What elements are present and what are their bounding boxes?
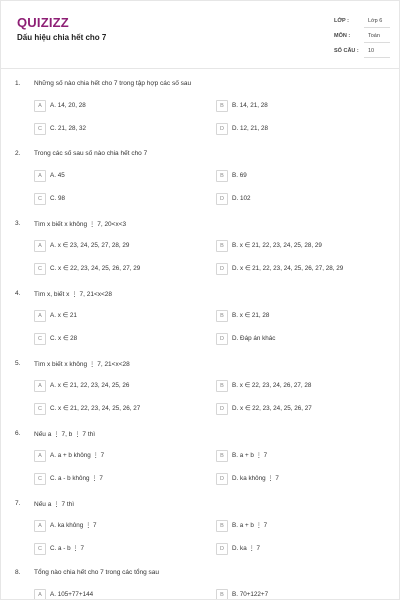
option-letter-badge: D — [216, 193, 228, 205]
option-c[interactable] — [34, 193, 214, 205]
option-b[interactable] — [216, 520, 396, 532]
option-text: B. x ∈ 21, 22, 23, 24, 25, 28, 29 — [232, 242, 322, 249]
question-number: 1. — [15, 80, 21, 87]
option-text: C. 98 — [50, 195, 66, 202]
option-text: D. x ∈ 22, 23, 24, 25, 26, 27 — [232, 405, 312, 412]
question-text: Tìm x, biết x ⋮ 7, 21<x<28 — [34, 291, 113, 298]
question-text: Những số nào chia hết cho 7 trong tập hợp các số sau — [34, 80, 192, 87]
option-text: A. ka không ⋮ 7 — [50, 522, 97, 529]
option-b[interactable] — [216, 310, 396, 322]
worksheet-title: Dấu hiệu chia hết cho 7 — [17, 33, 107, 42]
option-d[interactable] — [216, 403, 396, 415]
option-text: A. 45 — [50, 172, 65, 179]
question-text: Tổng nào chia hết cho 7 trong các tổng sau — [34, 569, 160, 576]
option-letter-badge: A — [34, 380, 46, 392]
option-d[interactable] — [216, 473, 396, 485]
question-text: Trong các số sau số nào chia hết cho 7 — [34, 150, 148, 157]
option-c[interactable] — [34, 473, 214, 485]
worksheet-header — [1, 1, 400, 69]
option-text: B. a + b ⋮ 7 — [232, 522, 268, 529]
question-text: Tìm x biết x không ⋮ 7, 21<x<28 — [34, 361, 130, 368]
option-text: C. 21, 28, 32 — [50, 125, 87, 132]
option-text: A. 105+77+144 — [50, 591, 94, 598]
option-b[interactable] — [216, 100, 396, 112]
question-text: Nếu a ⋮ 7 thì — [34, 501, 75, 508]
question-number: 8. — [15, 569, 21, 576]
option-letter-badge: B — [216, 520, 228, 532]
question-number: 5. — [15, 360, 21, 367]
meta-subject — [334, 30, 390, 44]
option-text: C. a - b không ⋮ 7 — [50, 475, 103, 482]
option-letter-badge: C — [34, 333, 46, 345]
option-b[interactable] — [216, 589, 396, 600]
option-text: C. x ∈ 28 — [50, 335, 78, 342]
option-d[interactable] — [216, 333, 396, 345]
option-letter-badge: B — [216, 100, 228, 112]
meta-value: Lớp 6 — [368, 18, 383, 24]
option-text: D. Đáp án khác — [232, 335, 276, 342]
option-letter-badge: B — [216, 240, 228, 252]
meta-question-count — [334, 45, 390, 59]
option-text: D. ka không ⋮ 7 — [232, 475, 279, 482]
option-letter-badge: A — [34, 170, 46, 182]
option-text: D. x ∈ 21, 22, 23, 24, 25, 26, 27, 28, 29 — [232, 265, 344, 272]
option-letter-badge: C — [34, 263, 46, 275]
question-number: 3. — [15, 220, 21, 227]
option-text: B. 14, 21, 28 — [232, 102, 268, 109]
question-number: 7. — [15, 500, 21, 507]
option-letter-badge: D — [216, 403, 228, 415]
option-text: A. a + b không ⋮ 7 — [50, 452, 105, 459]
option-letter-badge: D — [216, 263, 228, 275]
question-text: Nếu a ⋮ 7, b ⋮ 7 thì — [34, 431, 96, 438]
option-a[interactable] — [34, 450, 214, 462]
option-text: B. 70+122+7 — [232, 591, 269, 598]
option-letter-badge: C — [34, 543, 46, 555]
option-text: C. x ∈ 21, 22, 23, 24, 25, 26, 27 — [50, 405, 141, 412]
option-letter-badge: A — [34, 520, 46, 532]
option-text: B. a + b ⋮ 7 — [232, 452, 268, 459]
meta-value: Toán — [368, 33, 380, 39]
option-letter-badge: D — [216, 473, 228, 485]
option-text: B. x ∈ 21, 28 — [232, 312, 270, 319]
option-c[interactable] — [34, 123, 214, 135]
meta-underline — [364, 57, 390, 58]
option-letter-badge: D — [216, 123, 228, 135]
option-b[interactable] — [216, 240, 396, 252]
option-letter-badge: C — [34, 123, 46, 135]
option-c[interactable] — [34, 543, 214, 555]
meta-label: LỚP : — [334, 18, 349, 24]
option-b[interactable] — [216, 450, 396, 462]
option-text: B. 69 — [232, 172, 247, 179]
option-letter-badge: A — [34, 589, 46, 600]
option-a[interactable] — [34, 589, 214, 600]
meta-underline — [364, 27, 390, 28]
option-letter-badge: D — [216, 333, 228, 345]
option-d[interactable] — [216, 123, 396, 135]
option-text: B. x ∈ 22, 23, 24, 26, 27, 28 — [232, 382, 312, 389]
quizizz-logo: QUIZIZZ — [17, 15, 69, 30]
option-letter-badge: B — [216, 380, 228, 392]
option-c[interactable] — [34, 403, 214, 415]
option-text: C. x ∈ 22, 23, 24, 25, 26, 27, 29 — [50, 265, 141, 272]
question-text: Tìm x biết x không ⋮ 7, 20<x<3 — [34, 221, 127, 228]
option-text: D. 102 — [232, 195, 251, 202]
question-number: 4. — [15, 290, 21, 297]
option-b[interactable] — [216, 170, 396, 182]
meta-value: 10 — [368, 48, 375, 54]
option-a[interactable] — [34, 380, 214, 392]
option-a[interactable] — [34, 240, 214, 252]
option-text: D. 12, 21, 28 — [232, 125, 269, 132]
option-letter-badge: C — [34, 193, 46, 205]
option-b[interactable] — [216, 380, 396, 392]
option-a[interactable] — [34, 170, 214, 182]
option-letter-badge: A — [34, 240, 46, 252]
meta-label: SỐ CÂU : — [334, 48, 359, 54]
option-text: D. ka ⋮ 7 — [232, 545, 260, 552]
option-letter-badge: B — [216, 310, 228, 322]
option-text: A. 14, 20, 28 — [50, 102, 86, 109]
option-a[interactable] — [34, 520, 214, 532]
meta-class — [334, 15, 390, 29]
option-letter-badge: C — [34, 403, 46, 415]
option-letter-badge: C — [34, 473, 46, 485]
option-c[interactable] — [34, 263, 214, 275]
option-a[interactable] — [34, 100, 214, 112]
option-text: A. x ∈ 21 — [50, 312, 77, 319]
option-text: A. x ∈ 21, 22, 23, 24, 25, 26 — [50, 382, 130, 389]
option-letter-badge: D — [216, 543, 228, 555]
question-number: 2. — [15, 150, 21, 157]
option-a[interactable] — [34, 310, 214, 322]
option-d[interactable] — [216, 193, 396, 205]
option-text: A. x ∈ 23, 24, 25, 27, 28, 29 — [50, 242, 130, 249]
option-c[interactable] — [34, 333, 214, 345]
option-d[interactable] — [216, 543, 396, 555]
option-letter-badge: B — [216, 170, 228, 182]
option-letter-badge: A — [34, 100, 46, 112]
meta-underline — [364, 42, 390, 43]
option-text: C. a - b ⋮ 7 — [50, 545, 84, 552]
option-d[interactable] — [216, 263, 396, 275]
question-number: 6. — [15, 430, 21, 437]
meta-label: MÔN : — [334, 33, 351, 39]
option-letter-badge: B — [216, 589, 228, 600]
option-letter-badge: A — [34, 310, 46, 322]
option-letter-badge: B — [216, 450, 228, 462]
option-letter-badge: A — [34, 450, 46, 462]
